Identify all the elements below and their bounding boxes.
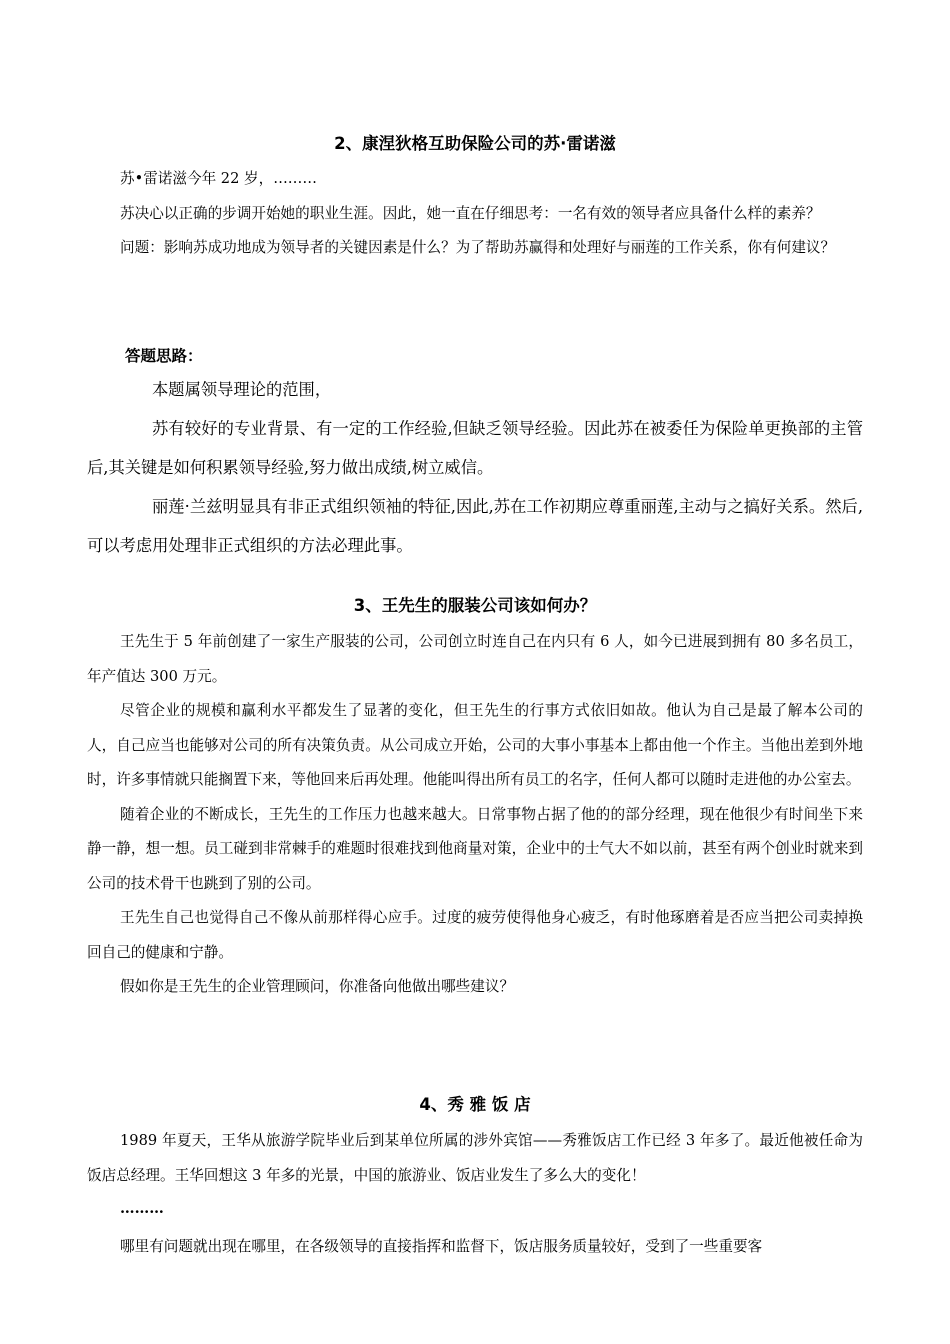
section4-title: 4、秀 雅 饭 店 [419, 1095, 531, 1114]
answer-body [87, 370, 863, 565]
answer-paragraph-2: 苏有较好的专业背景、有一定的工作经验,但缺乏领导经验。因此苏在被委任为保险单更换部的主管后,其关键是如何积累领导经验,努力做出成绩,树立威信。 [87, 419, 863, 477]
section4-paragraph-1: 1989 年夏天，王华从旅游学院毕业后到某单位所属的涉外宾馆——秀雅饭店工作已经 3 年多了。最近他被任命为饭店总经理。王华回想这 3 年多的光景，中国的旅游业、饭店业发生了多么大的变化！ [87, 1132, 863, 1184]
section3-paragraph-1: 王先生于 5 年前创建了一家生产服装的公司，公司创立时连自己在内只有 6 人，如今已进展到拥有 80 多名员工，年产值达 300 万元。 [87, 633, 863, 685]
section4-last-paragraph: 哪里有问题就出现在哪里，在各级领导的直接指挥和监督下，饭店服务质量较好，受到了一些重要客 [120, 1238, 763, 1255]
section2-paragraph-3: 问题：影响苏成功地成为领导者的关键因素是什么？为了帮助苏赢得和处理好与丽莲的工作关系，你有何建议？ [120, 239, 836, 256]
section3-paragraph-5: 假如你是王先生的企业管理顾问，你准备向他做出哪些建议？ [120, 978, 515, 995]
answer-paragraph-1: 本题属领导理论的范围， [152, 380, 332, 399]
section2-paragraph-2: 苏决心以正确的步调开始她的职业生涯。因此，她一直在仔细思考：一名有效的领导者应具备什么样的素养？ [120, 204, 821, 222]
section3-title: 3、王先生的服装公司该如何办？ [353, 596, 597, 615]
section3-paragraph-3: 随着企业的不断成长，王先生的工作压力也越来越大。日常事物占据了他的的部分经理，现在他很少有时间坐下来静一静，想一想。员工碰到非常棘手的难题时很难找到他商量对策，企业中的士气大不如以前，甚至有两个创业时就来到公司的技术骨干也跳到了别的公司。 [87, 805, 863, 892]
section3-paragraph-2: 尽管企业的规模和赢利水平都发生了显著的变化，但王先生的行事方式依旧如故。他认为自己是最了解本公司的人，自己应当也能够对公司的所有决策负责。从公司成立开始，公司的大事小事基本上都由他一个作主。当他出差到外地时，许多事情就只能搁置下来，等他回来后再处理。他能叫得出所有员工的名字，任何人都可以随时走进他的办公室去。 [87, 702, 863, 788]
section3-paragraph-4: 王先生自己也觉得自己不像从前那样得心应手。过度的疲劳使得他身心疲乏，有时他琢磨着是否应当把公司卖掉换回自己的健康和宁静。 [87, 909, 863, 961]
ellipsis: ……… [120, 1200, 164, 1217]
section4-body [87, 1124, 863, 1193]
section4-tail [87, 1230, 863, 1265]
section3-body [87, 625, 863, 1005]
section2-body [87, 162, 863, 266]
section2-paragraph-1: 苏•雷诺滋今年 22 岁，……… [120, 170, 317, 187]
section2-title: 2、康涅狄格互助保险公司的苏·雷诺滋 [334, 134, 616, 153]
answer-label: 答题思路： [125, 347, 203, 365]
answer-paragraph-3: 丽莲·兰兹明显具有非正式组织领袖的特征,因此,苏在工作初期应尊重丽莲,主动与之搞好关系。然后,可以考虑用处理非正式组织的方法必理此事。 [87, 497, 863, 555]
